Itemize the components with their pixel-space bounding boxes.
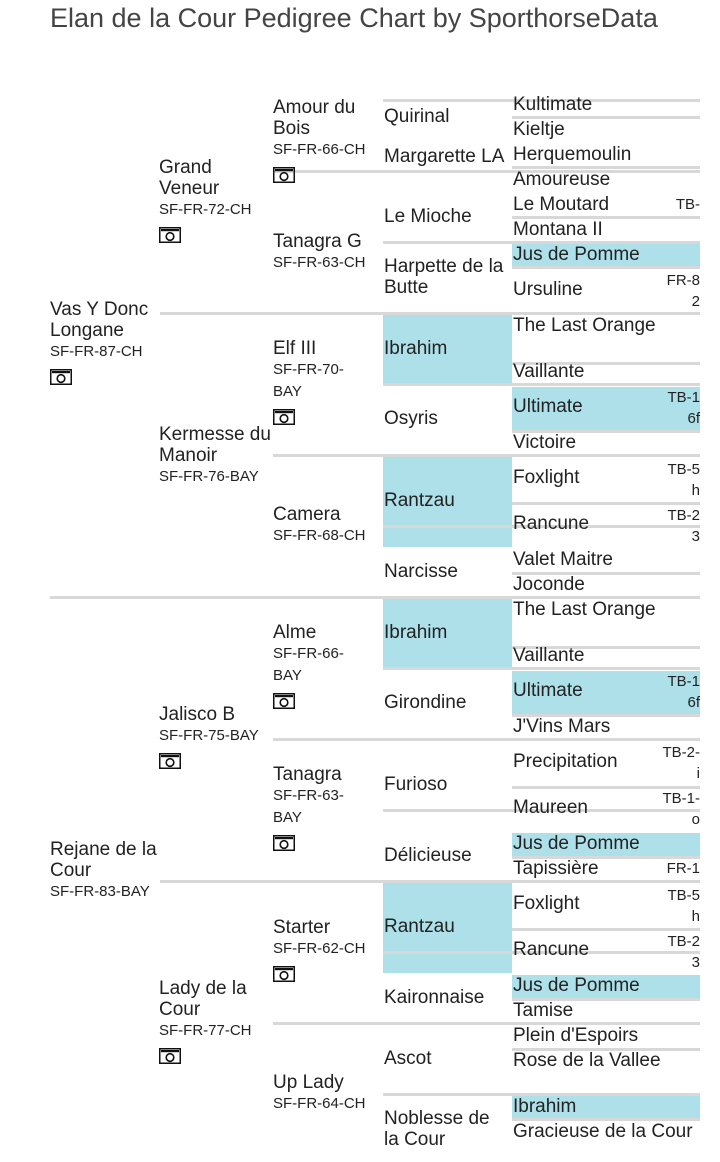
horse-gen3[interactable]: [273, 622, 365, 709]
registration: SF-FR-66-CH: [273, 141, 366, 158]
horse-gen5[interactable]: [513, 513, 653, 534]
horse-name[interactable]: Kieltje: [513, 119, 565, 140]
horse-gen4[interactable]: [384, 845, 508, 866]
horse-name[interactable]: Ascot: [384, 1048, 432, 1069]
horse-name[interactable]: Alme: [273, 622, 317, 643]
registration: TB-5h: [667, 887, 700, 925]
horse-gen4[interactable]: [384, 106, 508, 127]
horse-name[interactable]: Rancune: [513, 513, 590, 534]
horse-name[interactable]: Tanagra G: [273, 231, 362, 252]
horse-name[interactable]: Narcisse: [384, 561, 458, 582]
horse-gen5[interactable]: [513, 1096, 699, 1117]
horse-gen4[interactable]: [384, 622, 508, 643]
horse-gen3[interactable]: [273, 1072, 383, 1115]
separator: [273, 738, 700, 741]
horse-name[interactable]: Jus de Pomme: [513, 833, 640, 854]
camera-icon[interactable]: [273, 691, 295, 709]
horse-gen4[interactable]: [384, 206, 508, 227]
separator: [512, 266, 700, 269]
horse-name[interactable]: Rantzau: [384, 916, 455, 937]
registration: FR-1: [666, 860, 700, 877]
horse-gen3[interactable]: [273, 764, 365, 851]
camera-icon[interactable]: [159, 225, 181, 243]
horse-gen5[interactable]: [513, 315, 699, 336]
separator: [160, 880, 700, 883]
horse-gen3[interactable]: [273, 338, 365, 425]
horse-name[interactable]: Margarette LA: [384, 146, 505, 167]
horse-name[interactable]: Girondine: [384, 692, 467, 713]
horse-name[interactable]: Délicieuse: [384, 845, 472, 866]
horse-name[interactable]: Gracieuse de la Cour: [513, 1121, 693, 1142]
horse-name[interactable]: Rejane de la Cour: [50, 839, 157, 881]
horse-name[interactable]: Quirinal: [384, 106, 450, 127]
horse-name[interactable]: Kultimate: [513, 94, 593, 115]
registration: SF-FR-68-CH: [273, 527, 366, 544]
horse-gen2[interactable]: [159, 157, 271, 243]
horse-name[interactable]: Rantzau: [384, 490, 455, 511]
horse-gen2[interactable]: [159, 424, 275, 488]
horse-gen5[interactable]: [513, 645, 699, 666]
horse-name[interactable]: Up Lady: [273, 1072, 344, 1093]
registration: TB-5h: [667, 461, 700, 499]
horse-gen5[interactable]: [513, 279, 653, 300]
registration: SF-FR-63-CH: [273, 254, 366, 271]
registration: SF-FR-62-CH: [273, 940, 366, 957]
horse-name[interactable]: Grand Veneur: [159, 157, 220, 199]
registration: TB-1-o: [662, 790, 700, 828]
horse-gen4[interactable]: [384, 256, 508, 298]
horse-gen4[interactable]: [384, 1048, 508, 1069]
horse-gen5[interactable]: [513, 833, 699, 854]
horse-name[interactable]: Elf III: [273, 338, 317, 359]
horse-name[interactable]: Vaillante: [513, 361, 585, 382]
horse-gen5[interactable]: [513, 858, 653, 879]
horse-gen4[interactable]: [384, 692, 508, 713]
registration: TB-16f: [667, 389, 700, 427]
registration: TB-23: [667, 507, 700, 545]
horse-gen3[interactable]: [273, 231, 383, 274]
registration: SF-FR-87-CH: [50, 343, 143, 360]
camera-icon[interactable]: [273, 407, 295, 425]
horse-name[interactable]: Ultimate: [513, 396, 583, 417]
horse-gen5[interactable]: [513, 244, 699, 265]
horse-gen4[interactable]: [384, 146, 508, 167]
horse-gen5[interactable]: [513, 893, 653, 914]
horse-name[interactable]: Vaillante: [513, 645, 585, 666]
horse-gen5[interactable]: [513, 939, 653, 960]
registration: SF-FR-66-BAY: [273, 645, 344, 684]
horse-gen4[interactable]: [384, 987, 508, 1008]
horse-name[interactable]: Noblesse de la Cour: [384, 1108, 490, 1150]
horse-gen5[interactable]: [513, 169, 699, 190]
horse-gen5[interactable]: [513, 599, 699, 620]
horse-name[interactable]: Amoureuse: [513, 169, 611, 190]
horse-name[interactable]: Maureen: [513, 797, 588, 818]
horse-gen5[interactable]: [513, 1000, 699, 1021]
horse-gen5[interactable]: [513, 94, 699, 115]
horse-name[interactable]: Ibrahim: [513, 1096, 577, 1117]
registration: SF-FR-76-BAY: [159, 468, 259, 485]
horse-name[interactable]: Kaironnaise: [384, 987, 485, 1008]
horse-gen5[interactable]: [513, 716, 699, 737]
registration: TB-16f: [667, 673, 700, 711]
registration: SF-FR-63-BAY: [273, 787, 344, 826]
horse-name[interactable]: Kermesse du Manoir: [159, 424, 271, 466]
camera-icon[interactable]: [273, 964, 295, 982]
registration: SF-FR-64-CH: [273, 1095, 366, 1112]
registration: SF-FR-75-BAY: [159, 727, 259, 744]
horse-gen4[interactable]: [384, 490, 508, 511]
horse-gen1[interactable]: [50, 299, 160, 385]
horse-name[interactable]: Ursuline: [513, 279, 583, 300]
camera-icon[interactable]: [273, 165, 295, 183]
registration: TB-2-i: [662, 744, 700, 782]
horse-name[interactable]: Precipitation: [513, 751, 618, 772]
separator: [383, 383, 700, 386]
horse-gen5[interactable]: [513, 1050, 699, 1071]
horse-name[interactable]: Herquemoulin: [513, 144, 632, 165]
horse-name[interactable]: Le Mioche: [384, 206, 472, 227]
horse-name[interactable]: The Last Orange: [513, 599, 656, 620]
horse-name[interactable]: Starter: [273, 917, 331, 938]
horse-gen4[interactable]: [384, 1108, 508, 1150]
horse-gen5[interactable]: [513, 549, 699, 570]
horse-name[interactable]: Le Moutard: [513, 194, 610, 215]
horse-gen5[interactable]: [513, 574, 699, 595]
horse-name[interactable]: Tapissière: [513, 858, 599, 879]
horse-gen4[interactable]: [384, 774, 508, 795]
separator: [383, 667, 700, 670]
horse-name[interactable]: Valet Maitre: [513, 549, 613, 570]
registration: SF-FR-72-CH: [159, 201, 252, 218]
camera-icon[interactable]: [50, 367, 72, 385]
camera-icon[interactable]: [159, 1046, 181, 1064]
horse-name[interactable]: Plein d'Espoirs: [513, 1025, 639, 1046]
horse-gen4[interactable]: [384, 338, 508, 359]
horse-name[interactable]: Jus de Pomme: [513, 244, 640, 265]
horse-name[interactable]: Tanagra: [273, 764, 342, 785]
horse-name[interactable]: Foxlight: [513, 893, 580, 914]
horse-name[interactable]: J'Vins Mars: [513, 716, 611, 737]
horse-name[interactable]: Foxlight: [513, 467, 580, 488]
registration: FR-82: [666, 272, 700, 310]
horse-gen5[interactable]: [513, 194, 653, 215]
horse-name[interactable]: Harpette de la Butte: [384, 256, 504, 298]
horse-name[interactable]: Lady de la Cour: [159, 978, 247, 1020]
camera-icon[interactable]: [273, 833, 295, 851]
horse-gen5[interactable]: [513, 751, 653, 772]
horse-gen5[interactable]: [513, 680, 653, 701]
registration: SF-FR-70-BAY: [273, 361, 344, 400]
horse-gen5[interactable]: [513, 1025, 699, 1046]
horse-name[interactable]: Tamise: [513, 1000, 574, 1021]
horse-name[interactable]: The Last Orange: [513, 315, 656, 336]
horse-gen5[interactable]: [513, 119, 699, 140]
horse-gen5[interactable]: [513, 467, 653, 488]
registration: TB-23: [667, 933, 700, 971]
horse-name[interactable]: Rancune: [513, 939, 590, 960]
horse-gen2[interactable]: [159, 704, 275, 769]
page-title: Elan de la Cour Pedigree Chart by SporthorseData: [50, 3, 658, 33]
camera-icon[interactable]: [159, 751, 181, 769]
horse-gen5[interactable]: [513, 144, 699, 165]
horse-gen5[interactable]: [513, 432, 699, 453]
horse-gen3[interactable]: [273, 97, 383, 183]
horse-gen5[interactable]: [513, 1121, 699, 1142]
horse-gen5[interactable]: [513, 975, 699, 996]
horse-name[interactable]: Ibrahim: [384, 622, 448, 643]
separator: [273, 454, 700, 457]
horse-name[interactable]: Osyris: [384, 408, 438, 429]
horse-gen4[interactable]: [384, 408, 508, 429]
horse-gen3[interactable]: [273, 504, 383, 547]
registration: TB-: [675, 196, 700, 213]
horse-gen3[interactable]: [273, 917, 383, 982]
horse-name[interactable]: Ultimate: [513, 680, 583, 701]
horse-name[interactable]: Joconde: [513, 574, 585, 595]
horse-name[interactable]: Vas Y Donc Longane: [50, 299, 149, 341]
horse-name[interactable]: Victoire: [513, 432, 577, 453]
horse-name[interactable]: Rose de la Vallee: [513, 1050, 661, 1071]
horse-name[interactable]: Furioso: [384, 774, 448, 795]
registration: SF-FR-83-BAY: [50, 883, 150, 900]
horse-gen4[interactable]: [384, 561, 508, 582]
horse-gen4[interactable]: [384, 916, 508, 937]
horse-name[interactable]: Camera: [273, 504, 341, 525]
horse-gen5[interactable]: [513, 797, 653, 818]
horse-name[interactable]: Jalisco B: [159, 704, 236, 725]
horse-gen5[interactable]: [513, 361, 699, 382]
horse-name[interactable]: Jus de Pomme: [513, 975, 640, 996]
horse-gen5[interactable]: [513, 219, 699, 240]
horse-gen2[interactable]: [159, 978, 271, 1064]
registration: SF-FR-77-CH: [159, 1022, 252, 1039]
horse-gen1[interactable]: [50, 839, 160, 903]
horse-name[interactable]: Ibrahim: [384, 338, 448, 359]
horse-name[interactable]: Amour du Bois: [273, 97, 356, 139]
horse-gen5[interactable]: [513, 396, 653, 417]
horse-name[interactable]: Montana II: [513, 219, 603, 240]
